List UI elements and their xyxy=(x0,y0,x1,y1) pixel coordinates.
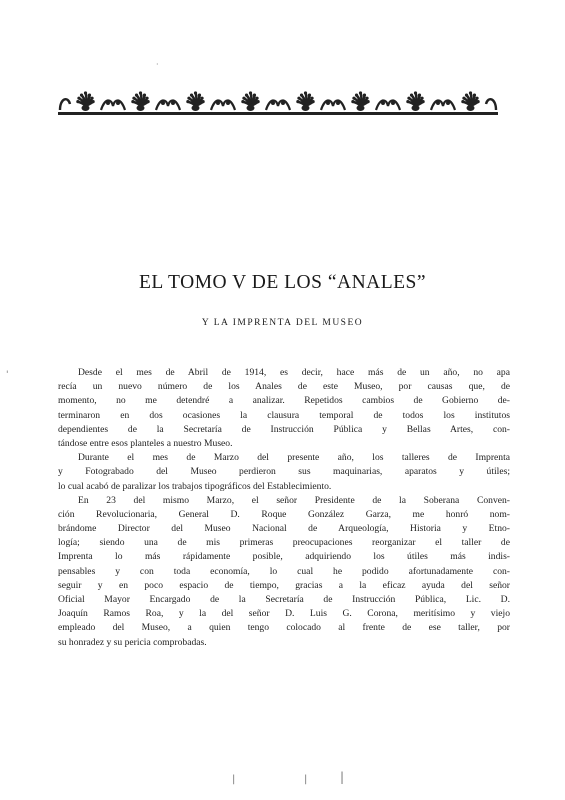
text-line: seguir y en poco espacio de tiempo, gracias a la eficaz ayuda del señor xyxy=(58,579,510,591)
document-page: EL TOMO V DE LOS “ANALES” Y LA IMPRENTA DEL MUSEO Desde el mes de Abril de 1914, es decir, hace más de un año, no apa recía un nuevo número de los Anales de este Museo, por causas que, de momento, no me detendré a analizar. Repetidos cambios de Gobierno de- terminaron en dos ocasiones la clausura temporal de todos los institutos dependientes de la Secretaría de Instrucción Pública y Bellas Artes, con- tándose entre esos planteles a nuestro Museo. Durante el mes de Marzo del presente año, los talleres de Imprenta y Fotograbado del Museo perdieron sus maquinarias, aparatos y útiles; lo cual acabó de paralizar los trabajos tipográficos del Establecimiento. En 23 del mismo Marzo, el señor Presidente de la Soberana Conven- ción Revolucionaria, General D. Roque González Garza, me honró nom- brándome Director del Museo Nacional de Arqueología, Historia y Etno- logía; siendo una de mis primeras preocupaciones reorganizar el taller de Imprenta lo más rápidamente posible, adquiriendo los útiles más indis- pensables y con toda economía, lo cual he podido afortunadamente con- seguir y en poco espacio de tiempo, gracias a la eficaz ayuda del señor Oficial Mayor Encargado de la Secretaría de Instrucción Pública, Lic. D. Joaquín Ramos Roa, y la del señor D. Luis G. Corona, meritísimo y viejo empleado del Museo, a quien tengo colocado al frente de ese taller, por su honradez y su pericia comprobadas. | | | · ' xyxy=(0,0,565,800)
bottom-marks: | | | xyxy=(232,770,345,785)
text-line: y Fotograbado del Museo perdieron sus maquinarias, aparatos y útiles; xyxy=(58,466,510,478)
text-line: Desde el mes de Abril de 1914, es decir, hace más de un año, no apa xyxy=(78,367,510,378)
text-line: momento, no me detendré a analizar. Repetidos cambios de Gobierno de- xyxy=(58,395,510,407)
text-line: tándose entre esos planteles a nuestro Museo. xyxy=(58,437,233,449)
text-line: lo cual acabó de paralizar los trabajos tipográficos del Establecimiento. xyxy=(58,480,332,492)
text-line: ción Revolucionaria, General D. Roque González Garza, me honró nom- xyxy=(58,508,510,520)
paragraph xyxy=(58,366,510,451)
text-line: Imprenta lo más rápidamente posible, adquiriendo los útiles más indis- xyxy=(58,551,510,563)
text-line: logía; siendo una de mis primeras preocupaciones reorganizar el taller de xyxy=(58,537,510,549)
text-line: En 23 del mismo Marzo, el señor Presidente de la Soberana Conven- xyxy=(78,494,510,506)
text-line: dependientes de la Secretaría de Instrucción Pública y Bellas Artes, con- xyxy=(58,423,510,435)
text-line: su honradez y su pericia comprobadas. xyxy=(58,636,207,648)
text-line: terminaron en dos ocasiones la clausura temporal de todos los institutos xyxy=(58,409,510,421)
text-line: Durante el mes de Marzo del presente año, los talleres de Imprenta xyxy=(78,452,510,464)
article-title: EL TOMO V DE LOS “ANALES” xyxy=(138,272,427,293)
ornament-band-icon xyxy=(58,84,498,118)
paragraph xyxy=(58,494,510,650)
article-body xyxy=(58,366,510,650)
text-line: pensables y con toda economía, lo cual he podido afortunadamente con- xyxy=(58,565,510,577)
text-line: Oficial Mayor Encargado de la Secretaría de Instrucción Pública, Lic. D. xyxy=(58,594,510,605)
text-line: Joaquín Ramos Roa, y la del señor D. Luis G. Corona, meritísimo y viejo xyxy=(58,608,510,620)
paragraph xyxy=(58,451,510,494)
article-subtitle: Y LA IMPRENTA DEL MUSEO xyxy=(201,318,364,328)
text-line: brándome Director del Museo Nacional de Arqueología, Historia y Etno- xyxy=(58,523,510,535)
text-line: recía un nuevo número de los Anales de este Museo, por causas que, de xyxy=(58,381,510,393)
text-line: empleado del Museo, a quien tengo colocado al frente de ese taller, por xyxy=(58,622,510,634)
